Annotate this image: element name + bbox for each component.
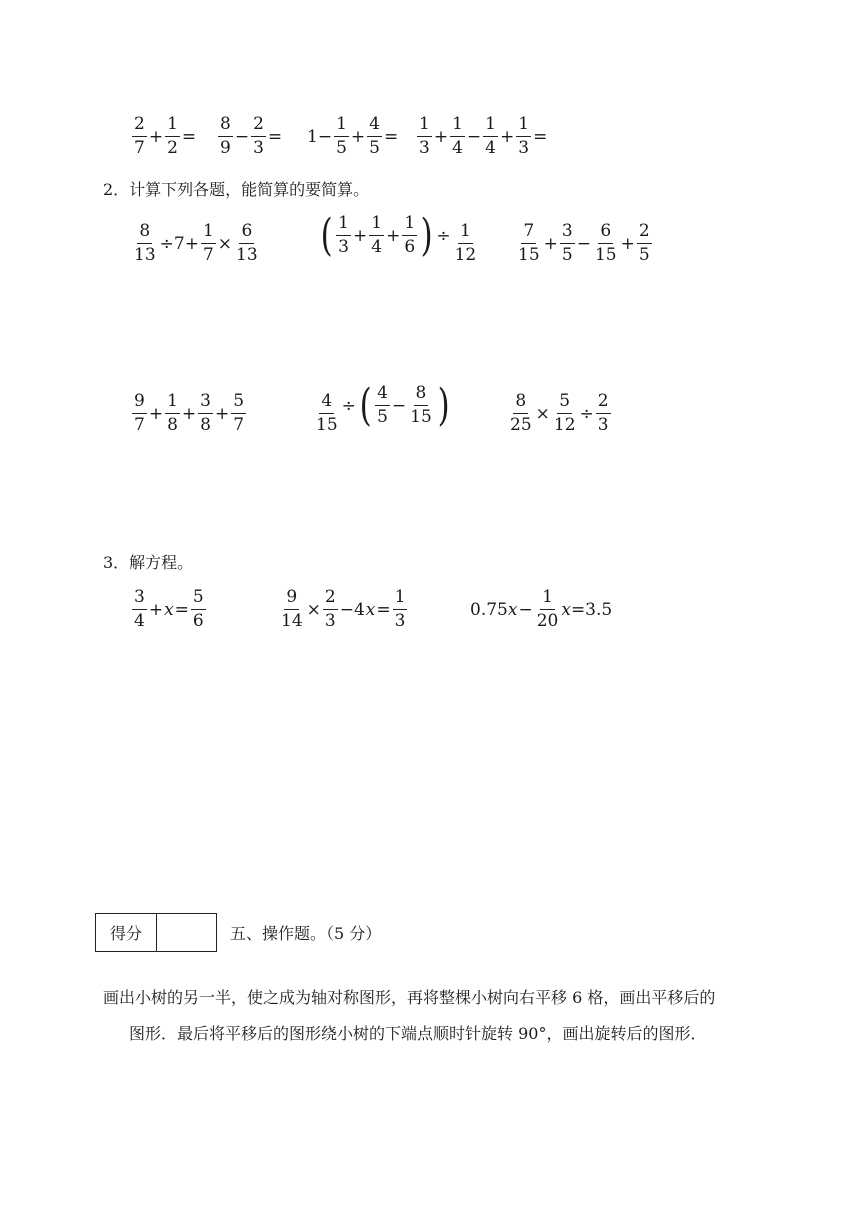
fraction: $\frac{5}{6}$	[192, 587, 204, 631]
score-label: 得分	[96, 914, 157, 951]
fraction: $\frac{8}{25}$	[510, 391, 532, 435]
fraction: $\frac{1}{12}$	[454, 221, 477, 265]
fraction: $\frac{1}{6}$	[404, 213, 416, 257]
left-paren: (	[359, 379, 372, 431]
top-expr-4: $\frac{1}{3}$ + $\frac{1}{4}$ − $\frac{1}{4}$ + $\frac{1}{3}$ =	[419, 114, 548, 158]
q2-expr-4: $\frac{9}{7}$ + $\frac{1}{8}$ + $\frac{3}{8}$ + $\frac{5}{7}$	[134, 391, 245, 435]
fraction: $\frac{8}{9}$	[220, 114, 231, 158]
q3-equation-1: $\frac{3}{4}$ + x = $\frac{5}{6}$	[134, 587, 204, 631]
fraction: $\frac{1}{4}$	[371, 213, 383, 257]
fraction: $\frac{9}{14}$	[281, 587, 303, 631]
fraction: $\frac{2}{5}$	[638, 221, 650, 265]
fraction: $\frac{7}{15}$	[518, 221, 540, 265]
fraction: $\frac{1}{4}$	[452, 114, 463, 158]
q3-equation-3: 0.75 x − $\frac{1}{20}$ x =3.5	[470, 587, 613, 631]
fraction: $\frac{1}{3}$	[518, 114, 530, 158]
fraction: $\frac{2}{3}$	[324, 587, 336, 631]
fraction: $\frac{1}{3}$	[338, 213, 349, 257]
q2-expr-1: $\frac{8}{13}$ ÷7+ $\frac{1}{7}$ × $\frac{6}{13}$	[134, 221, 258, 265]
fraction: $\frac{1}{4}$	[485, 114, 496, 158]
q2-expr-3: $\frac{7}{15}$ + $\frac{3}{5}$ − $\frac{6}{15}$ + $\frac{2}{5}$	[518, 221, 650, 265]
top-expr-3: 1− $\frac{1}{5}$ + $\frac{4}{5}$ =	[307, 114, 399, 158]
fraction: $\frac{6}{15}$	[594, 221, 617, 265]
q2-heading: 2．计算下列各题，能简算的要简算。	[103, 180, 370, 199]
instruction-line-1: 画出小树的另一半，使之成为轴对称图形，再将整棵小树向右平移 6 格，画出平移后的	[103, 988, 716, 1007]
fraction: $\frac{3}{5}$	[561, 221, 573, 265]
top-expr-2: $\frac{8}{9}$ − $\frac{2}{3}$ =	[220, 114, 283, 158]
fraction: $\frac{3}{4}$	[134, 587, 145, 631]
q3-equation-2: $\frac{9}{14}$ × $\frac{2}{3}$ −4 x = $\frac{1}{3}$	[281, 587, 406, 631]
fraction: $\frac{1}{3}$	[419, 114, 430, 158]
instruction-line-2: 图形．最后将平移后的图形绕小树的下端点顺时针旋转 90°，画出旋转后的图形．	[129, 1024, 707, 1043]
fraction: $\frac{2}{3}$	[253, 114, 264, 158]
top-expr-1: $\frac{2}{7}$ + $\frac{1}{2}$ =	[134, 114, 197, 158]
fraction: $\frac{1}{3}$	[394, 587, 406, 631]
fraction: $\frac{4}{5}$	[377, 383, 388, 427]
q3-heading: 3．解方程。	[103, 553, 194, 572]
q2-expr-2: ( $\frac{1}{3}$ + $\frac{1}{4}$ + $\frac{1}{6}$ ) ÷ $\frac{1}{12}$	[320, 209, 477, 265]
fraction: $\frac{1}{2}$	[167, 114, 178, 158]
score-box	[95, 913, 217, 952]
section5-title: 五、操作题。（5 分）	[230, 924, 382, 943]
fraction: $\frac{1}{7}$	[202, 221, 214, 265]
fraction: $\frac{8}{15}$	[410, 383, 432, 427]
fraction: $\frac{4}{15}$	[316, 391, 338, 435]
fraction: $\frac{9}{7}$	[134, 391, 145, 435]
q2-expr-6: $\frac{8}{25}$ × $\frac{5}{12}$ ÷ $\frac{2}{3}$	[510, 391, 609, 435]
q2-expr-5: $\frac{4}{15}$ ÷ ( $\frac{4}{5}$ − $\frac{8}{15}$ )	[316, 379, 450, 435]
fraction: $\frac{2}{7}$	[134, 114, 145, 158]
fraction: $\frac{8}{13}$	[134, 221, 156, 265]
fraction: $\frac{1}{8}$	[167, 391, 178, 435]
fraction: $\frac{1}{5}$	[336, 114, 347, 158]
fraction: $\frac{1}{20}$	[536, 587, 559, 631]
score-field[interactable]	[157, 914, 216, 951]
left-paren: (	[320, 209, 333, 261]
right-paren: )	[437, 379, 450, 431]
fraction: $\frac{3}{8}$	[200, 391, 211, 435]
right-paren: )	[420, 209, 433, 261]
fraction: $\frac{6}{13}$	[236, 221, 258, 265]
fraction: $\frac{5}{12}$	[553, 391, 576, 435]
fraction: $\frac{5}{7}$	[233, 391, 245, 435]
fraction: $\frac{4}{5}$	[369, 114, 380, 158]
fraction: $\frac{2}{3}$	[597, 391, 609, 435]
